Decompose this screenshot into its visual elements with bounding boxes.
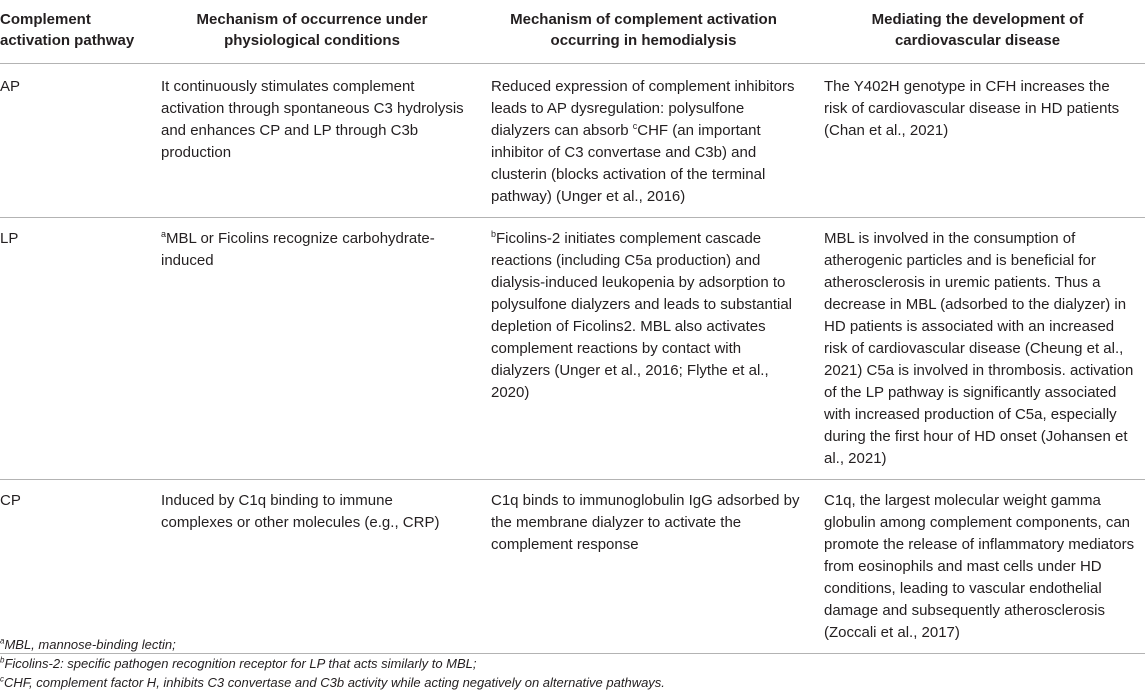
footnote-b (0, 654, 1145, 673)
footnote-mark: b (0, 655, 5, 665)
table-row (0, 218, 1145, 480)
footnote-mark: a (0, 636, 5, 646)
cell-text: Ficolins-2 initiates complement cascade reactions (including C5a production) and dialysis-induced leukopenia by adsorption to polysulfone dialyzers and leads to substantial depletion of Ficolins2. MBL also activates complement reactions by contact with dialyzers (Unger et al., 2016; Flythe et al., 2020) (491, 230, 793, 401)
cell-cardiovascular: MBL is involved in the consumption of atherogenic particles and is beneficial for atherosclerosis in uremic patients. Thus a decrease in MBL (adsorbed to the dialyzer) in HD patients is associated with an increased risk of cardiovascular disease (Cheung et al., 2021) C5a is involved in thrombosis. activation of the LP pathway is significantly associated with increased production of C5a, especially during the first hour of HD onset (Johansen et al., 2021) (810, 218, 1145, 480)
table-row (0, 64, 1145, 218)
header-physiological: Mechanism of occurrence under physiological conditions (147, 0, 477, 64)
cell-hemodialysis: C1q binds to immunoglobulin IgG adsorbed by the membrane dialyzer to activate the complement response (477, 480, 810, 654)
footnote-marker: a (161, 229, 167, 239)
footnote-text: Ficolins-2: specific pathogen recognition receptor for LP that acts similarly to MBL; (4, 656, 477, 671)
cell-pathway: LP (0, 218, 147, 480)
table-header-row (0, 0, 1145, 64)
table-row (0, 480, 1145, 654)
cell-hemodialysis (477, 218, 810, 480)
cell-physiological: It continuously stimulates complement activation through spontaneous C3 hydrolysis and enhances CP and LP through C3b production (147, 64, 477, 218)
footnote-text: MBL, mannose-binding lectin; (4, 637, 176, 652)
footnote-mark: c (0, 674, 4, 684)
cell-physiological (147, 218, 477, 480)
cell-text: MBL or Ficolins recognize carbohydrate-induced (161, 230, 435, 269)
footnote-text: CHF, complement factor H, inhibits C3 convertase and C3b activity while acting negatively on alternative pathways. (4, 675, 665, 690)
cell-text-before: Reduced expression of complement inhibitors leads to AP dysregulation: polysulfone dialyzers can absorb (491, 78, 795, 139)
footnote-a (0, 635, 1145, 654)
footnote-marker: c (632, 121, 638, 131)
footnote-c (0, 673, 1145, 692)
header-pathway: Complement activation pathway (0, 0, 147, 64)
cell-text-after: CHF (an important inhibitor of C3 convertase and C3b) and clusterin (blocks activation of the terminal pathway) (Unger et al., 2016) (491, 122, 766, 205)
header-cardiovascular: Mediating the development of cardiovascular disease (810, 0, 1145, 64)
cell-physiological: Induced by C1q binding to immune complexes or other molecules (e.g., CRP) (147, 480, 477, 654)
table-footnotes (0, 635, 1145, 692)
cell-pathway: CP (0, 480, 147, 654)
footnote-marker: b (491, 229, 497, 239)
header-hemodialysis: Mechanism of complement activation occurring in hemodialysis (477, 0, 810, 64)
cell-pathway: AP (0, 64, 147, 218)
cell-hemodialysis (477, 64, 810, 218)
cell-cardiovascular: C1q, the largest molecular weight gamma globulin among complement components, can promote the release of inflammatory mediators from eosinophils and mast cells under HD conditions, leading to vascular endothelial damage and subsequently atherosclerosis (Zoccali et al., 2017) (810, 480, 1145, 654)
cell-cardiovascular: The Y402H genotype in CFH increases the risk of cardiovascular disease in HD patients (Chan et al., 2021) (810, 64, 1145, 218)
